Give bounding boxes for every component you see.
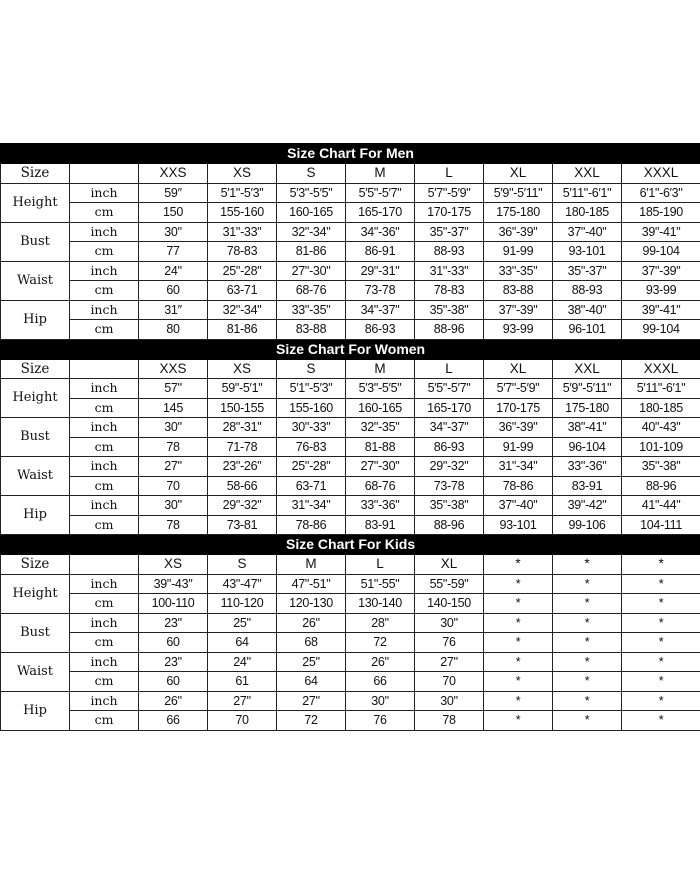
value-cell: 27"-30"	[277, 261, 346, 281]
value-cell: *	[622, 613, 700, 633]
unit-label: inch	[70, 183, 139, 203]
value-cell: 104-111	[622, 515, 700, 535]
table-row	[1, 222, 700, 242]
table-row	[1, 613, 700, 633]
value-cell: *	[553, 691, 622, 711]
value-cell: 27"	[208, 691, 277, 711]
value-cell: 86-93	[346, 320, 415, 340]
table-row	[1, 594, 700, 614]
section-title-row	[1, 535, 700, 555]
value-cell: 72	[346, 633, 415, 653]
table-row	[1, 515, 700, 535]
value-cell: 99-104	[622, 320, 700, 340]
value-cell: 110-120	[208, 594, 277, 614]
size-header-cell: S	[277, 359, 346, 379]
value-cell: 39"-41"	[622, 300, 700, 320]
value-cell: 47"-51"	[277, 574, 346, 594]
size-header-cell: XXS	[139, 164, 208, 184]
value-cell: 88-96	[415, 320, 484, 340]
value-cell: 76	[346, 711, 415, 731]
value-cell: 25"	[208, 613, 277, 633]
size-header-cell: XS	[139, 555, 208, 575]
size-label: Size	[1, 164, 70, 184]
unit-label: cm	[70, 281, 139, 301]
value-cell: 155-160	[277, 398, 346, 418]
value-cell: 36"-39"	[484, 418, 553, 438]
value-cell: 30"	[415, 691, 484, 711]
size-header-cell: L	[415, 359, 484, 379]
value-cell: 180-185	[622, 398, 700, 418]
value-cell: 37"-40"	[484, 496, 553, 516]
value-cell: 32"-34"	[277, 222, 346, 242]
value-cell: 5′11"-6′1"	[553, 183, 622, 203]
value-cell: 6′1"-6′3"	[622, 183, 700, 203]
table-row	[1, 652, 700, 672]
size-header-cell: XL	[415, 555, 484, 575]
unit-label: cm	[70, 203, 139, 223]
size-header-cell: XL	[484, 359, 553, 379]
value-cell: 51"-55"	[346, 574, 415, 594]
value-cell: 25"-28"	[208, 261, 277, 281]
value-cell: 23"	[139, 652, 208, 672]
value-cell: 93-99	[622, 281, 700, 301]
value-cell: *	[484, 574, 553, 594]
unit-label: cm	[70, 515, 139, 535]
value-cell: 27"-30"	[346, 457, 415, 477]
size-header-row	[1, 164, 700, 184]
value-cell: 34"-37"	[415, 418, 484, 438]
value-cell: 27"	[415, 652, 484, 672]
blank-cell	[70, 555, 139, 575]
value-cell: 5′1"-5′3"	[277, 379, 346, 399]
unit-label: cm	[70, 398, 139, 418]
measure-label: Bust	[1, 418, 70, 457]
value-cell: 86-91	[346, 242, 415, 262]
value-cell: 96-101	[553, 320, 622, 340]
value-cell: 76	[415, 633, 484, 653]
value-cell: 35"-37"	[553, 261, 622, 281]
value-cell: 35"-37"	[415, 222, 484, 242]
value-cell: 140-150	[415, 594, 484, 614]
value-cell: *	[553, 594, 622, 614]
value-cell: 93-101	[553, 242, 622, 262]
size-header-cell: XXXL	[622, 359, 700, 379]
value-cell: 24"	[208, 652, 277, 672]
value-cell: *	[622, 652, 700, 672]
unit-label: cm	[70, 437, 139, 457]
value-cell: 175-180	[553, 398, 622, 418]
unit-label: inch	[70, 496, 139, 516]
value-cell: 60	[139, 281, 208, 301]
value-cell: 35"-38"	[622, 457, 700, 477]
size-header-cell: M	[277, 555, 346, 575]
value-cell: 63-71	[208, 281, 277, 301]
size-header-cell: XXS	[139, 359, 208, 379]
size-header-cell: L	[415, 164, 484, 184]
value-cell: 88-93	[415, 242, 484, 262]
value-cell: *	[484, 613, 553, 633]
value-cell: 101-109	[622, 437, 700, 457]
value-cell: 78-83	[415, 281, 484, 301]
value-cell: *	[553, 711, 622, 731]
value-cell: *	[484, 691, 553, 711]
size-header-cell: *	[622, 555, 700, 575]
value-cell: 38"-41"	[553, 418, 622, 438]
value-cell: 83-91	[553, 476, 622, 496]
size-header-cell: M	[346, 359, 415, 379]
value-cell: 78	[139, 515, 208, 535]
value-cell: 24"	[139, 261, 208, 281]
size-header-cell: S	[208, 555, 277, 575]
value-cell: 78	[415, 711, 484, 731]
value-cell: 5′3"-5′5"	[346, 379, 415, 399]
value-cell: 86-93	[415, 437, 484, 457]
table-row	[1, 261, 700, 281]
value-cell: *	[553, 613, 622, 633]
size-header-cell: XXL	[553, 164, 622, 184]
value-cell: 25"-28"	[277, 457, 346, 477]
unit-label: inch	[70, 379, 139, 399]
value-cell: 60	[139, 672, 208, 692]
value-cell: 78-86	[277, 515, 346, 535]
unit-label: inch	[70, 457, 139, 477]
table-row	[1, 398, 700, 418]
value-cell: 5′9"-5′11"	[484, 183, 553, 203]
size-chart-table	[0, 143, 700, 731]
value-cell: 39"-43″	[139, 574, 208, 594]
unit-label: cm	[70, 476, 139, 496]
value-cell: 120-130	[277, 594, 346, 614]
unit-label: inch	[70, 300, 139, 320]
value-cell: 130-140	[346, 594, 415, 614]
value-cell: *	[484, 672, 553, 692]
value-cell: 33"-35"	[277, 300, 346, 320]
value-cell: 30"	[139, 496, 208, 516]
value-cell: 29"-32"	[415, 457, 484, 477]
value-cell: 68	[277, 633, 346, 653]
value-cell: 34"-37"	[346, 300, 415, 320]
value-cell: *	[622, 691, 700, 711]
value-cell: 26"	[139, 691, 208, 711]
value-cell: 83-88	[484, 281, 553, 301]
value-cell: 81-86	[277, 242, 346, 262]
value-cell: 145	[139, 398, 208, 418]
value-cell: 64	[208, 633, 277, 653]
measure-label: Height	[1, 183, 70, 222]
value-cell: 78	[139, 437, 208, 457]
size-header-row	[1, 359, 700, 379]
size-chart	[0, 143, 700, 731]
unit-label: inch	[70, 652, 139, 672]
value-cell: 5′7"-5′9"	[415, 183, 484, 203]
unit-label: cm	[70, 633, 139, 653]
value-cell: 80	[139, 320, 208, 340]
value-cell: *	[622, 594, 700, 614]
value-cell: 77	[139, 242, 208, 262]
measure-label: Height	[1, 379, 70, 418]
value-cell: 43"-47"	[208, 574, 277, 594]
value-cell: 37"-40"	[553, 222, 622, 242]
value-cell: 76-83	[277, 437, 346, 457]
value-cell: 83-88	[277, 320, 346, 340]
value-cell: 66	[139, 711, 208, 731]
unit-label: cm	[70, 672, 139, 692]
measure-label: Bust	[1, 222, 70, 261]
value-cell: 70	[415, 672, 484, 692]
table-row	[1, 476, 700, 496]
size-header-cell: XS	[208, 359, 277, 379]
value-cell: 81-88	[346, 437, 415, 457]
value-cell: 40"-43"	[622, 418, 700, 438]
value-cell: 35"-38"	[415, 300, 484, 320]
size-header-cell: XS	[208, 164, 277, 184]
value-cell: 96-104	[553, 437, 622, 457]
table-row	[1, 437, 700, 457]
table-row	[1, 300, 700, 320]
value-cell: 70	[139, 476, 208, 496]
value-cell: 64	[277, 672, 346, 692]
value-cell: 73-81	[208, 515, 277, 535]
value-cell: 5′9"-5′11"	[553, 379, 622, 399]
table-row	[1, 672, 700, 692]
size-header-cell: S	[277, 164, 346, 184]
measure-label: Bust	[1, 613, 70, 652]
value-cell: 5′5"-5′7"	[415, 379, 484, 399]
table-row	[1, 496, 700, 516]
table-row	[1, 418, 700, 438]
table-row	[1, 203, 700, 223]
table-row	[1, 457, 700, 477]
value-cell: 78-83	[208, 242, 277, 262]
value-cell: 31"-33"	[415, 261, 484, 281]
value-cell: 91-99	[484, 242, 553, 262]
measure-label: Waist	[1, 261, 70, 300]
value-cell: 83-91	[346, 515, 415, 535]
value-cell: 5′11"-6′1"	[622, 379, 700, 399]
size-header-cell: *	[484, 555, 553, 575]
value-cell: 60	[139, 633, 208, 653]
value-cell: 29"-32"	[208, 496, 277, 516]
value-cell: 29"-31"	[346, 261, 415, 281]
value-cell: 31"-34"	[277, 496, 346, 516]
section-title: Size Chart For Women	[1, 339, 700, 359]
table-row	[1, 691, 700, 711]
value-cell: 59"-5′1"	[208, 379, 277, 399]
size-header-cell: XL	[484, 164, 553, 184]
value-cell: 34"-36"	[346, 222, 415, 242]
value-cell: 36"-39"	[484, 222, 553, 242]
value-cell: 5′3"-5′5"	[277, 183, 346, 203]
value-cell: 165-170	[346, 203, 415, 223]
value-cell: 23"-26"	[208, 457, 277, 477]
value-cell: *	[553, 633, 622, 653]
value-cell: 35"-38"	[415, 496, 484, 516]
unit-label: cm	[70, 320, 139, 340]
value-cell: 170-175	[484, 398, 553, 418]
value-cell: *	[484, 652, 553, 672]
value-cell: 93-101	[484, 515, 553, 535]
value-cell: 185-190	[622, 203, 700, 223]
value-cell: 70	[208, 711, 277, 731]
section-title-row	[1, 144, 700, 164]
value-cell: 38"-40"	[553, 300, 622, 320]
table-row	[1, 281, 700, 301]
measure-label: Hip	[1, 691, 70, 730]
value-cell: 23"	[139, 613, 208, 633]
value-cell: 32"-34"	[208, 300, 277, 320]
value-cell: 30"-33"	[277, 418, 346, 438]
value-cell: 165-170	[415, 398, 484, 418]
unit-label: inch	[70, 418, 139, 438]
size-header-cell: M	[346, 164, 415, 184]
table-row	[1, 574, 700, 594]
measure-label: Hip	[1, 300, 70, 339]
value-cell: 73-78	[415, 476, 484, 496]
value-cell: 170-175	[415, 203, 484, 223]
value-cell: 5′7"-5′9"	[484, 379, 553, 399]
value-cell: 30"	[346, 691, 415, 711]
value-cell: 88-93	[553, 281, 622, 301]
table-row	[1, 711, 700, 731]
value-cell: 81-86	[208, 320, 277, 340]
value-cell: 150	[139, 203, 208, 223]
size-header-cell: XXL	[553, 359, 622, 379]
value-cell: 73-78	[346, 281, 415, 301]
blank-cell	[70, 359, 139, 379]
value-cell: 5′5"-5′7"	[346, 183, 415, 203]
value-cell: *	[553, 574, 622, 594]
value-cell: 37"-39"	[622, 261, 700, 281]
size-header-cell: XXXL	[622, 164, 700, 184]
value-cell: 91-99	[484, 437, 553, 457]
value-cell: 93-99	[484, 320, 553, 340]
table-row	[1, 379, 700, 399]
value-cell: *	[622, 672, 700, 692]
value-cell: 88-96	[622, 476, 700, 496]
value-cell: *	[622, 574, 700, 594]
value-cell: 28"	[346, 613, 415, 633]
value-cell: 58-66	[208, 476, 277, 496]
value-cell: *	[484, 711, 553, 731]
value-cell: 27"	[277, 691, 346, 711]
value-cell: 31"-34"	[484, 457, 553, 477]
value-cell: 88-96	[415, 515, 484, 535]
value-cell: 155-160	[208, 203, 277, 223]
value-cell: 26"	[346, 652, 415, 672]
unit-label: inch	[70, 691, 139, 711]
section-title: Size Chart For Kids	[1, 535, 700, 555]
value-cell: 32"-35"	[346, 418, 415, 438]
unit-label: inch	[70, 261, 139, 281]
value-cell: 25"	[277, 652, 346, 672]
value-cell: 180-185	[553, 203, 622, 223]
value-cell: 160-165	[277, 203, 346, 223]
value-cell: *	[622, 711, 700, 731]
value-cell: *	[553, 652, 622, 672]
unit-label: inch	[70, 574, 139, 594]
table-row	[1, 183, 700, 203]
value-cell: 175-180	[484, 203, 553, 223]
table-row	[1, 633, 700, 653]
section-title: Size Chart For Men	[1, 144, 700, 164]
value-cell: *	[484, 594, 553, 614]
value-cell: 30"	[139, 222, 208, 242]
value-cell: 39"-41"	[622, 222, 700, 242]
value-cell: 100-110	[139, 594, 208, 614]
value-cell: 33"-36"	[553, 457, 622, 477]
size-label: Size	[1, 359, 70, 379]
value-cell: 57"	[139, 379, 208, 399]
value-cell: 31″	[139, 300, 208, 320]
unit-label: cm	[70, 242, 139, 262]
value-cell: 99-104	[622, 242, 700, 262]
value-cell: 33"-35"	[484, 261, 553, 281]
value-cell: *	[484, 633, 553, 653]
value-cell: 61	[208, 672, 277, 692]
size-header-row	[1, 555, 700, 575]
size-header-cell: *	[553, 555, 622, 575]
value-cell: 63-71	[277, 476, 346, 496]
value-cell: 160-165	[346, 398, 415, 418]
table-row	[1, 242, 700, 262]
section-title-row	[1, 339, 700, 359]
value-cell: 31"-33"	[208, 222, 277, 242]
value-cell: 150-155	[208, 398, 277, 418]
measure-label: Hip	[1, 496, 70, 535]
value-cell: 30"	[139, 418, 208, 438]
value-cell: 71-78	[208, 437, 277, 457]
unit-label: inch	[70, 613, 139, 633]
unit-label: inch	[70, 222, 139, 242]
value-cell: 39"-42"	[553, 496, 622, 516]
blank-cell	[70, 164, 139, 184]
value-cell: 41"-44"	[622, 496, 700, 516]
value-cell: 66	[346, 672, 415, 692]
value-cell: 30"	[415, 613, 484, 633]
value-cell: 78-86	[484, 476, 553, 496]
value-cell: 37"-39"	[484, 300, 553, 320]
size-label: Size	[1, 555, 70, 575]
unit-label: cm	[70, 711, 139, 731]
value-cell: 28"-31"	[208, 418, 277, 438]
table-row	[1, 320, 700, 340]
value-cell: *	[553, 672, 622, 692]
unit-label: cm	[70, 594, 139, 614]
size-header-cell: L	[346, 555, 415, 575]
value-cell: 26"	[277, 613, 346, 633]
measure-label: Height	[1, 574, 70, 613]
value-cell: 68-76	[346, 476, 415, 496]
value-cell: 72	[277, 711, 346, 731]
value-cell: 33"-36"	[346, 496, 415, 516]
value-cell: 99-106	[553, 515, 622, 535]
value-cell: 27"	[139, 457, 208, 477]
value-cell: 68-76	[277, 281, 346, 301]
measure-label: Waist	[1, 652, 70, 691]
value-cell: *	[622, 633, 700, 653]
measure-label: Waist	[1, 457, 70, 496]
value-cell: 5′1"-5′3"	[208, 183, 277, 203]
value-cell: 55"-59"	[415, 574, 484, 594]
value-cell: 59″	[139, 183, 208, 203]
